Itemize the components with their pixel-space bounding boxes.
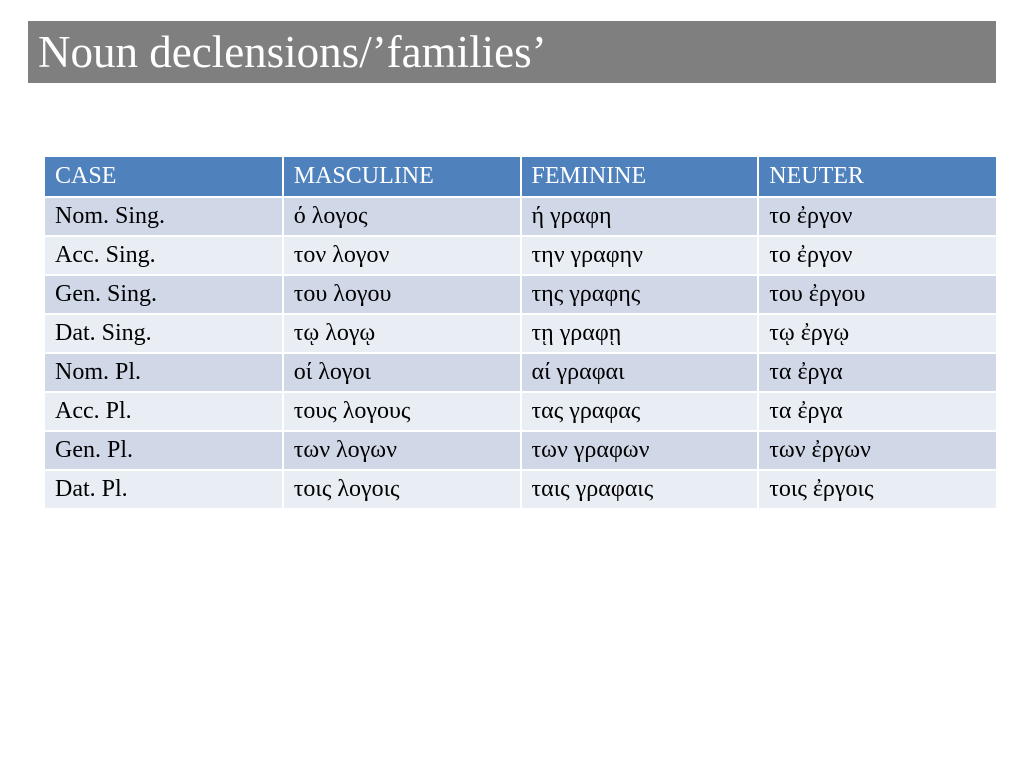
- neuter-cell: τοις ἐργοις: [758, 470, 996, 509]
- table-row: [45, 470, 996, 509]
- table-row: [45, 353, 996, 392]
- case-cell: Acc. Pl.: [45, 392, 283, 431]
- table-row: [45, 392, 996, 431]
- masculine-cell: τῳ λογῳ: [283, 314, 521, 353]
- table-row: [45, 236, 996, 275]
- header-masculine: MASCULINE: [283, 157, 521, 197]
- case-cell: Gen. Sing.: [45, 275, 283, 314]
- case-cell: Nom. Pl.: [45, 353, 283, 392]
- table-row: [45, 314, 996, 353]
- neuter-cell: του ἐργου: [758, 275, 996, 314]
- case-cell: Dat. Pl.: [45, 470, 283, 509]
- table-row: [45, 197, 996, 236]
- feminine-cell: τας γραφας: [521, 392, 759, 431]
- masculine-cell: τους λογους: [283, 392, 521, 431]
- header-neuter: NEUTER: [758, 157, 996, 197]
- neuter-cell: τῳ ἐργῳ: [758, 314, 996, 353]
- header-case: CASE: [45, 157, 283, 197]
- declension-table: [45, 157, 996, 510]
- masculine-cell: ό λογος: [283, 197, 521, 236]
- masculine-cell: οί λογοι: [283, 353, 521, 392]
- masculine-cell: των λογων: [283, 431, 521, 470]
- feminine-cell: την γραφην: [521, 236, 759, 275]
- feminine-cell: της γραφης: [521, 275, 759, 314]
- feminine-cell: αί γραφαι: [521, 353, 759, 392]
- title-bar: [28, 21, 996, 83]
- case-cell: Nom. Sing.: [45, 197, 283, 236]
- masculine-cell: του λογου: [283, 275, 521, 314]
- neuter-cell: τα ἐργα: [758, 353, 996, 392]
- neuter-cell: τα ἐργα: [758, 392, 996, 431]
- case-cell: Acc. Sing.: [45, 236, 283, 275]
- neuter-cell: το ἐργον: [758, 197, 996, 236]
- feminine-cell: ταις γραφαις: [521, 470, 759, 509]
- case-cell: Gen. Pl.: [45, 431, 283, 470]
- feminine-cell: των γραφων: [521, 431, 759, 470]
- masculine-cell: τον λογον: [283, 236, 521, 275]
- table-row: [45, 431, 996, 470]
- case-cell: Dat. Sing.: [45, 314, 283, 353]
- feminine-cell: τῃ γραφῃ: [521, 314, 759, 353]
- table-header-row: [45, 157, 996, 197]
- feminine-cell: ή γραφη: [521, 197, 759, 236]
- header-feminine: FEMININE: [521, 157, 759, 197]
- masculine-cell: τοις λογοις: [283, 470, 521, 509]
- table-row: [45, 275, 996, 314]
- neuter-cell: το ἐργον: [758, 236, 996, 275]
- neuter-cell: των ἐργων: [758, 431, 996, 470]
- slide-title: Noun declensions/’families’: [38, 27, 547, 77]
